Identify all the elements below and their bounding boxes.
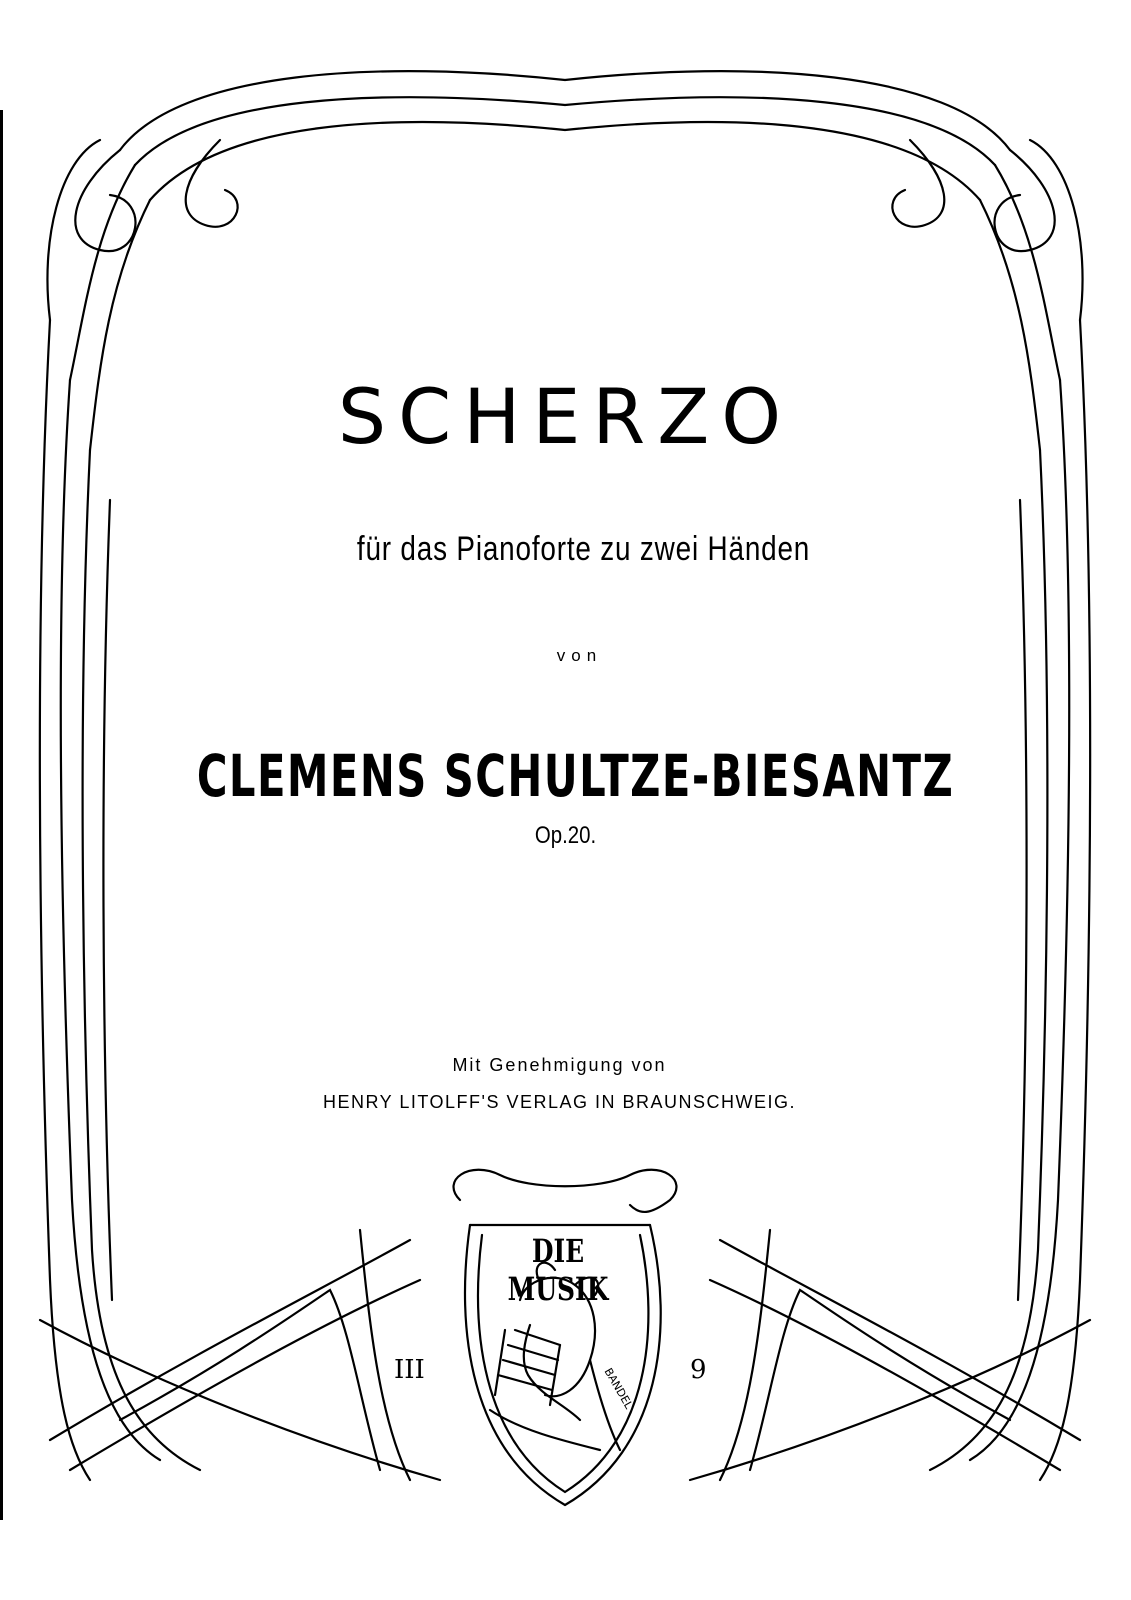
subtitle: für das Pianoforte zu zwei Händen <box>356 530 811 568</box>
volume-number: III <box>394 1355 425 1385</box>
permission-line: Mit Genehmigung von <box>452 1055 667 1075</box>
artist-signature: BANDEL <box>601 1365 636 1412</box>
publisher-line: HENRY LITOLFF'S VERLAG IN BRAUNSCHWEIG. <box>322 1092 797 1112</box>
page-title: SCHERZO <box>337 372 794 461</box>
emblem-logo-text: DIE MUSIK <box>507 1232 609 1308</box>
composer-name: CLEMENS SCHULTZE-BIESANTZ <box>196 742 955 810</box>
opus-number: Op.20. <box>534 822 597 849</box>
issue-number: 9 <box>690 1355 707 1385</box>
by-label: von <box>556 646 603 665</box>
